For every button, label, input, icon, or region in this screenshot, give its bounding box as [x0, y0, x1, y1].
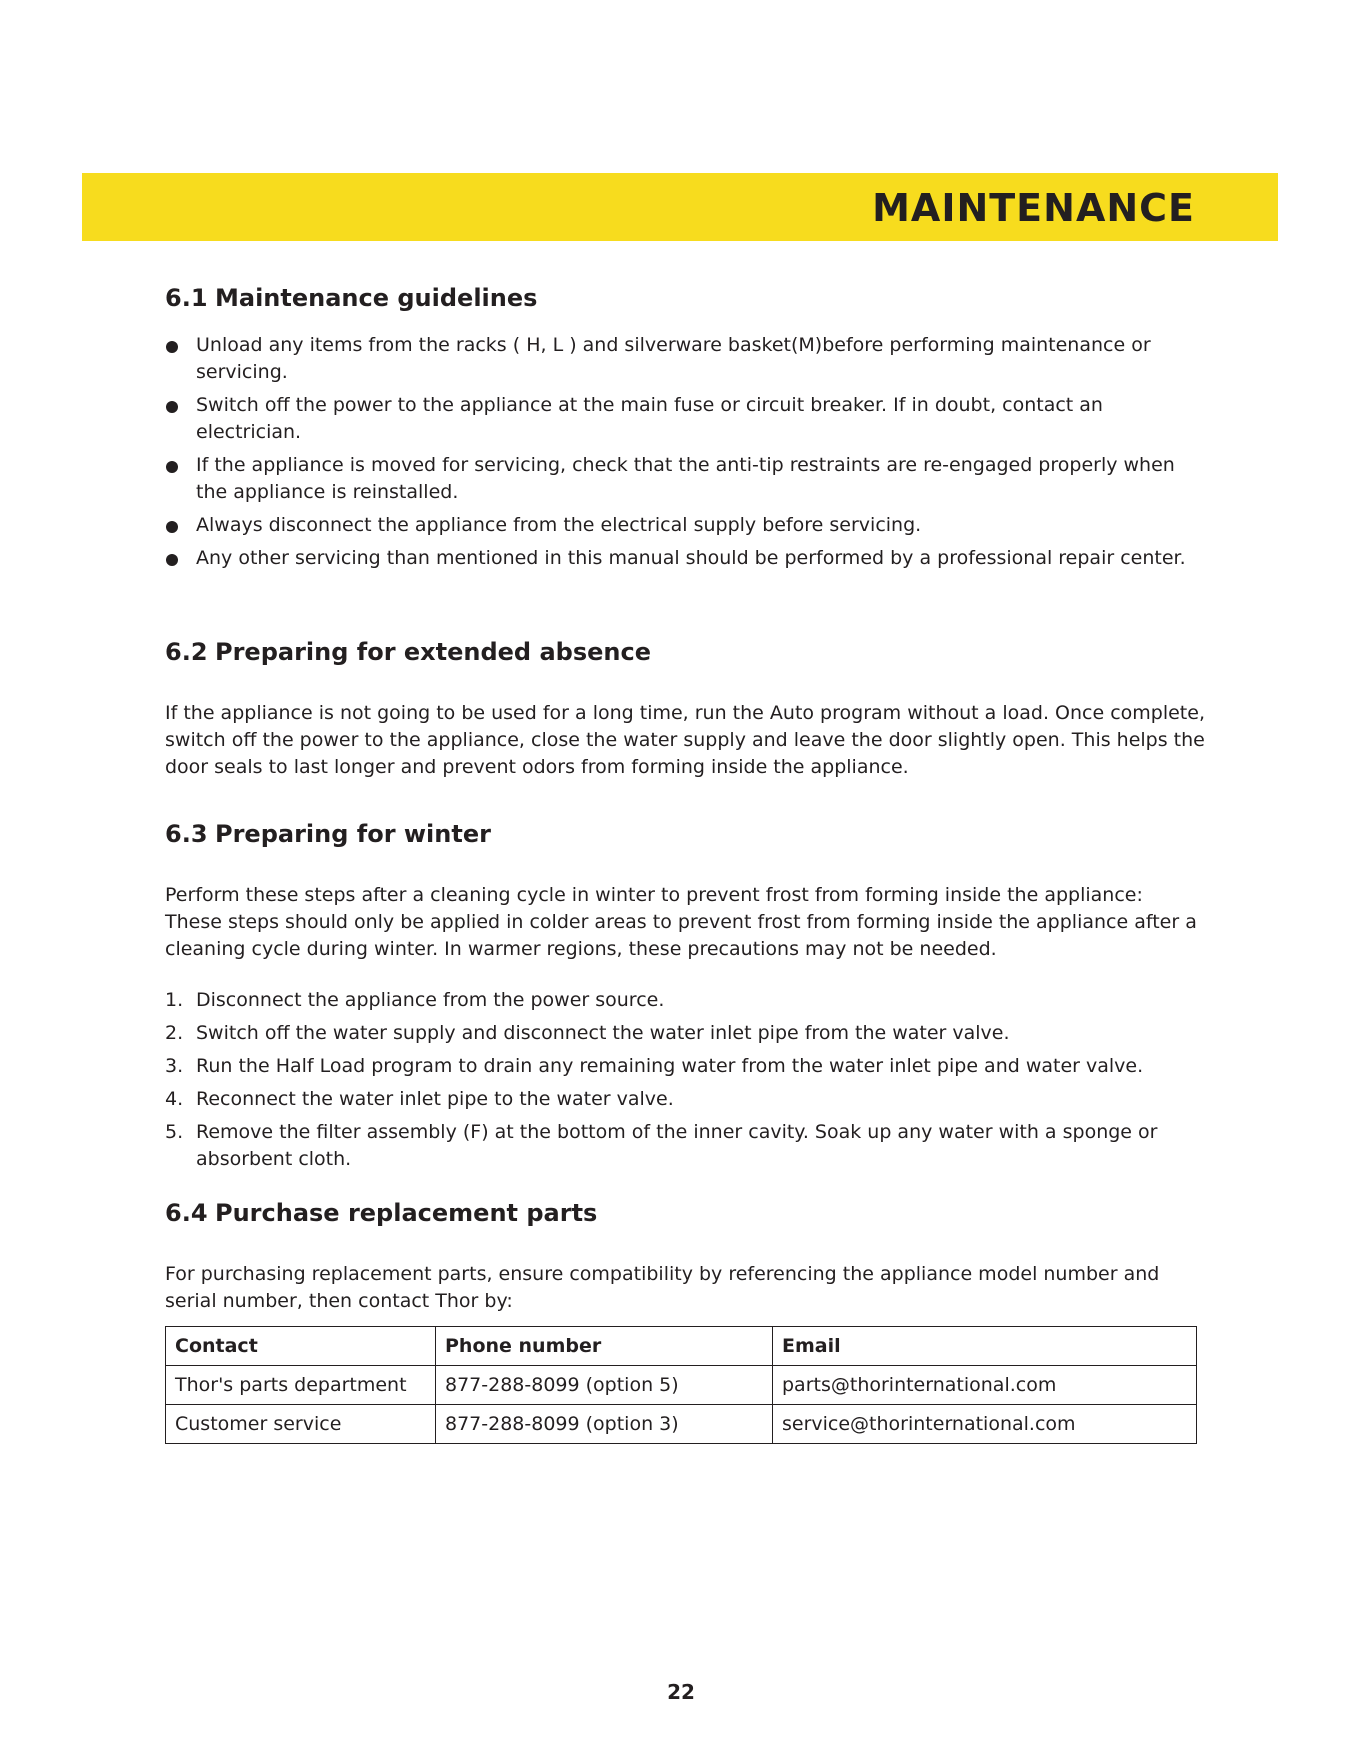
bullet-icon	[166, 461, 178, 473]
contact-cell: Customer service	[166, 1405, 436, 1444]
bullet-icon	[166, 521, 178, 533]
section-banner	[82, 173, 1278, 241]
column-header-email: Email	[773, 1327, 1197, 1366]
step-number: 3.	[165, 1055, 184, 1077]
bullet-icon	[166, 341, 178, 353]
email-cell: service@thorinternational.com	[773, 1405, 1197, 1444]
list-item: If the appliance is moved for servicing, check that the anti-tip restraints are re-engaged properly when the appliance is reinstalled.	[165, 452, 1205, 506]
section-title: Maintenance guidelines	[215, 284, 538, 312]
phone-cell: 877-288-8099 (option 5)	[436, 1366, 773, 1405]
step-number: 1.	[165, 989, 184, 1011]
table-row	[166, 1405, 1197, 1444]
section-heading-6-2	[165, 637, 651, 667]
banner-title: MAINTENANCE	[872, 186, 1195, 230]
list-item: Unload any items from the racks ( H, L ) and silverware basket(M)before performing maintenance or servicing.	[165, 332, 1205, 386]
section-title: Preparing for winter	[215, 820, 491, 848]
table-header-row	[166, 1327, 1197, 1366]
section-number: 6.3	[165, 820, 208, 848]
step-number: 5.	[165, 1121, 184, 1143]
column-header-phone: Phone number	[436, 1327, 773, 1366]
section-heading-6-1	[165, 283, 537, 313]
email-cell: parts@thorinternational.com	[773, 1366, 1197, 1405]
column-header-contact: Contact	[166, 1327, 436, 1366]
section-heading-6-4	[165, 1198, 597, 1228]
section-number: 6.2	[165, 638, 208, 666]
bullet-icon	[166, 401, 178, 413]
list-item: 1. Disconnect the appliance from the power source.	[165, 987, 1205, 1014]
page-number: 22	[667, 1680, 695, 1704]
list-item: 2. Switch off the water supply and disconnect the water inlet pipe from the water valve.	[165, 1020, 1205, 1047]
maintenance-guidelines-list	[165, 332, 1205, 578]
extended-absence-paragraph: If the appliance is not going to be used for a long time, run the Auto program without a load. Once complete, switch off the power to the appliance, close the water supply and leave the door slightly open. This helps the door seals to last longer and prevent odors from forming inside the appliance.	[165, 702, 1205, 778]
list-item: Always disconnect the appliance from the electrical supply before servicing.	[165, 512, 1205, 539]
contacts-table	[165, 1326, 1197, 1444]
section-title: Purchase replacement parts	[215, 1199, 598, 1227]
bullet-icon	[166, 554, 178, 566]
replacement-parts-paragraph: For purchasing replacement parts, ensure compatibility by referencing the appliance model number and serial number, then contact Thor by:	[165, 1263, 1160, 1312]
section-number: 6.1	[165, 284, 208, 312]
list-item: Switch off the power to the appliance at the main fuse or circuit breaker. If in doubt, contact an electrician.	[165, 392, 1205, 446]
winter-paragraph: Perform these steps after a cleaning cycle in winter to prevent frost from forming inside the appliance: These steps should only be applied in colder areas to prevent frost from forming inside the appliance after a cleaning cycle during winter. In warmer regions, these precautions may not be needed.	[165, 884, 1197, 960]
table-row	[166, 1366, 1197, 1405]
winter-steps-list	[165, 987, 1205, 1179]
phone-cell: 877-288-8099 (option 3)	[436, 1405, 773, 1444]
list-item: 5. Remove the filter assembly (F) at the bottom of the inner cavity. Soak up any water with a sponge or absorbent cloth.	[165, 1121, 1158, 1170]
list-item: 3. Run the Half Load program to drain any remaining water from the water inlet pipe and water valve.	[165, 1053, 1205, 1080]
step-number: 4.	[165, 1088, 184, 1110]
contact-cell: Thor's parts department	[166, 1366, 436, 1405]
step-number: 2.	[165, 1022, 184, 1044]
list-item: 4. Reconnect the water inlet pipe to the water valve.	[165, 1086, 1205, 1113]
section-heading-6-3	[165, 819, 491, 849]
list-item: Any other servicing than mentioned in this manual should be performed by a professional repair center.	[165, 545, 1205, 572]
section-number: 6.4	[165, 1199, 208, 1227]
section-title: Preparing for extended absence	[215, 638, 651, 666]
